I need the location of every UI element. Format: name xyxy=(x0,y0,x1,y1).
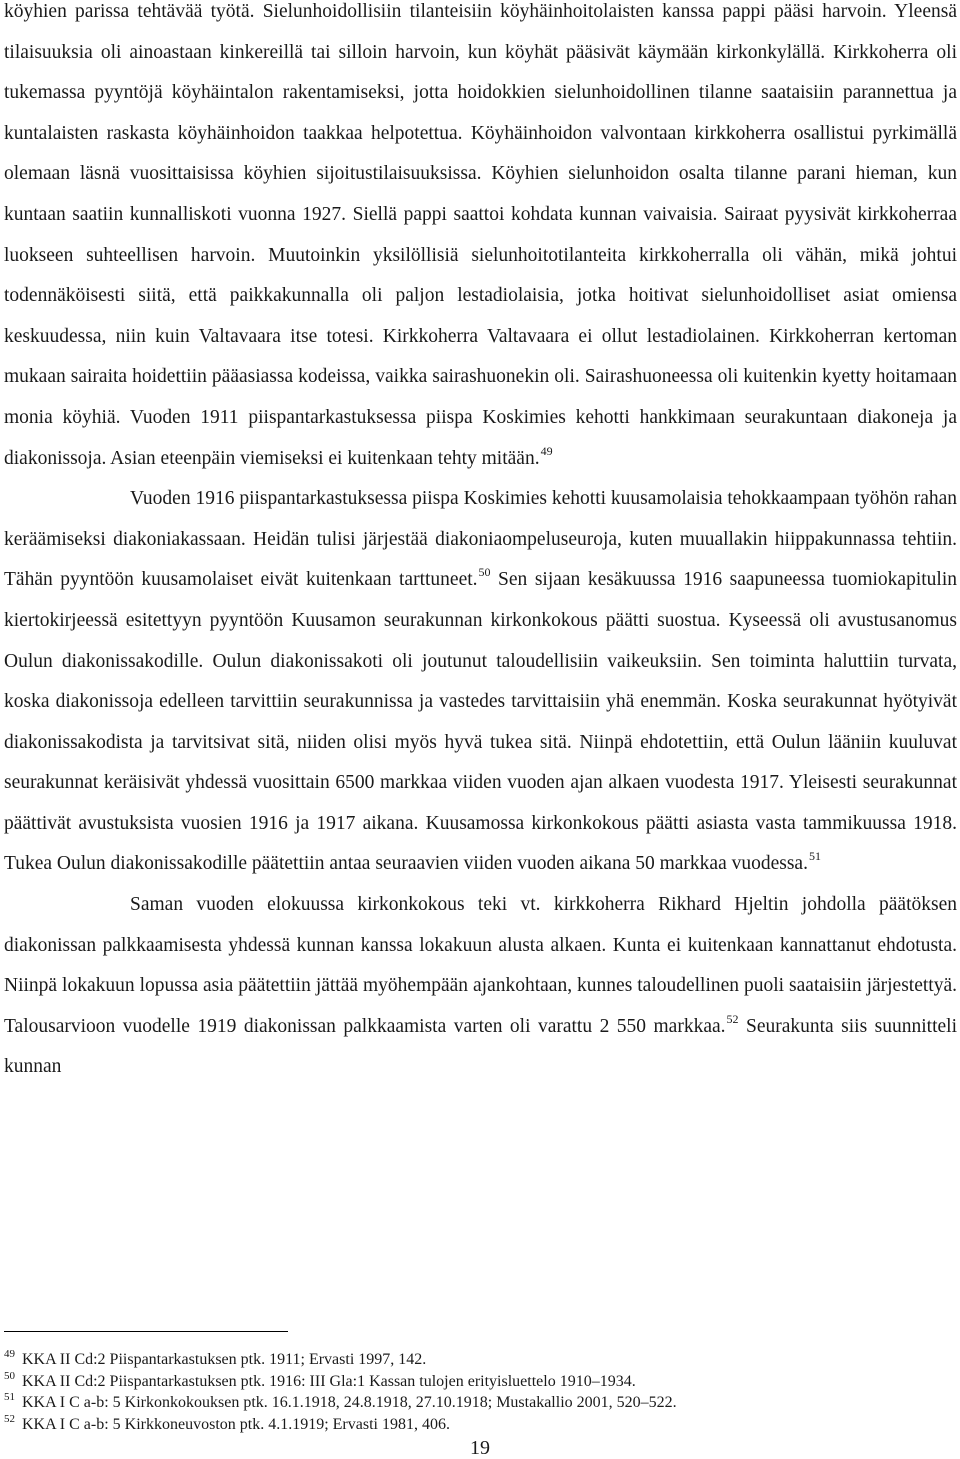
footnote-52 xyxy=(4,1414,954,1436)
footnote-number: 49 xyxy=(4,1348,15,1360)
footnote-text: KKA I C a-b: 5 Kirkonkokouksen ptk. 16.1.1918, 24.8.1918, 27.10.1918; Mustakallio 2001, 520–522. xyxy=(18,1394,677,1412)
paragraph-2-text-a: Vuoden 1916 piispantarkastuksessa piispa Koskimies kehotti kuusamolaisia tehokkaampaan työhön rahan keräämiseksi diakoniakassaan. Heidän tulisi järjestää diakoniaompeluseuroja, kuten muuallakin hiippakunnassa tehtiin. Tähän pyyntöön kuusamolaiset eivät kuitenkaan tarttuneet. xyxy=(4,488,957,591)
paragraph-2 xyxy=(4,479,957,885)
footnote-separator xyxy=(4,1331,288,1332)
footnote-text: KKA II Cd:2 Piispantarkastuksen ptk. 1916: III Gla:1 Kassan tulojen erityisluettelo 1910–1934. xyxy=(18,1372,636,1390)
footnote-ref-52[interactable]: 52 xyxy=(726,1011,739,1026)
paragraph-3 xyxy=(4,885,957,1088)
footnote-ref-49[interactable]: 49 xyxy=(540,443,553,458)
paragraph-1 xyxy=(4,0,957,479)
paragraph-3-text-b: Seurakunta siis suunnitteli kunnan xyxy=(4,1015,957,1078)
footnote-text: KKA I C a-b: 5 Kirkkoneuvoston ptk. 4.1.1919; Ervasti 1981, 406. xyxy=(18,1415,450,1433)
footnote-ref-50[interactable]: 50 xyxy=(478,565,491,580)
footnote-ref-51[interactable]: 51 xyxy=(808,849,821,864)
footnote-number: 51 xyxy=(4,1391,15,1404)
body-text xyxy=(4,0,957,1088)
footnote-text: KKA II Cd:2 Piispantarkastuksen ptk. 1911; Ervasti 1997, 142. xyxy=(18,1351,427,1368)
footnote-51 xyxy=(4,1392,954,1414)
footnote-50 xyxy=(4,1371,954,1393)
paragraph-1-text: köyhien parissa tehtävää työtä. Sielunhoidollisiin tilanteisiin köyhäinhoitolaisten kanssa pappi pääsi harvoin. Yleensä tilaisuuksia oli ainoastaan kinkereillä tai silloin harvoin, kun köyhät pääsivät käymään kirkonkylällä. Kirkkoherra oli tukemassa pyyntöjä köyhäintalon rakentamiseksi, jotta hoidokkien sielunhoidollinen tilanne saataisiin parannettua ja kuntalaisten raskasta köyhäinhoidon taakkaa helpotettua. Köyhäinhoidon valvontaan kirkkoherra osallistui pyrkimällä olemaan läsnä vuosittaisissa köyhien sijoitustilaisuuksissa. Köyhien sielunhoidon osalta tilanne parani hieman, kun kuntaan saatiin kunnalliskoti vuonna 1927. Siellä pappi saattoi kohdata kunnan vaivaisia. Sairaat pyysivät kirkkoherraa luokseen suhteellisen harvoin. Muutoinkin yksilöllisiä sielunhoitotilanteita kirkkoherralla oli vähän, mikä johtui todennäköisesti siitä, että paikkakunnalla oli paljon lestadiolaisia, jotka hoitivat sielunhoidolliset asiat omiensa keskuudessa, niin kuin Valtavaara itse totesi. Kirkkoherra Valtavaara ei ollut lestadiolainen. Kirkkoherran kertoman mukaan sairaita hoidettiin pääasiassa kodeissa, vaikka sairashuonekin oli. Sairashuoneessa oli kuitenkin kyetty hoitamaan monia köyhiä. Vuoden 1911 piispantarkastuksessa piispa Koskimies kehotti hankkimaan seurakuntaan diakoneja ja diakonissoja. Asian eteenpäin viemiseksi ei kuitenkaan tehty mitään. xyxy=(4,1,957,469)
footnote-number: 52 xyxy=(4,1412,15,1425)
footnote-number: 50 xyxy=(4,1369,15,1382)
footnote-49 xyxy=(4,1349,954,1371)
paragraph-3-text-a: Saman vuoden elokuussa kirkonkokous teki vt. kirkkoherra Rikhard Hjeltin johdolla päätöksen diakonissan palkkaamisesta yhdessä kunnan kanssa lokakuun alusta alkaen. Kunta ei kuitenkaan kannattanut ehdotusta. Niinpä lokakuun lopussa asia päätettiin jättää myöhempään ajankohtaan, kunnes taloudellinen puoli saataisiin järjestettyä. Talousarvioon vuodelle 1919 diakonissan palkkaamista varten oli varattu 2 550 markkaa. xyxy=(4,894,957,1037)
paragraph-2-text-b: Sen sijaan kesäkuussa 1916 saapuneessa tuomiokapitulin kiertokirjeessä esitettyyn pyyntöön Kuusamon seurakunnan kirkonkokous päätti suostua. Kyseessä oli avustusanomus Oulun diakonissakodille. Oulun diakonissakoti oli joutunut taloudellisiin vaikeuksiin. Sen toiminta haluttiin turvata, koska diakonissoja edelleen tarvittiin seurakunnissa ja vastedes tarvittaisiin yhä enemmän. Koska seurakunnat hyötyivät diakonissakodista ja tarvitsivat sitä, niiden olisi myös hyvä tukea sitä. Niinpä ehdotettiin, että Oulun lääniin kuuluvat seurakunnat keräisivät yhdessä vuosittain 6500 markkaa viiden vuoden ajan alkaen vuodesta 1917. Yleisesti seurakunnat päättivät avustuksista vuosien 1916 ja 1917 aikana. Kuusamossa kirkonkokous päätti asiasta vasta tammikuussa 1918. Tukea Oulun diakonissakodille päätettiin antaa seuraavien viiden vuoden aikana 50 markkaa vuodessa. xyxy=(4,569,958,875)
page-number: 19 xyxy=(470,1437,490,1459)
footnotes xyxy=(4,1349,954,1435)
